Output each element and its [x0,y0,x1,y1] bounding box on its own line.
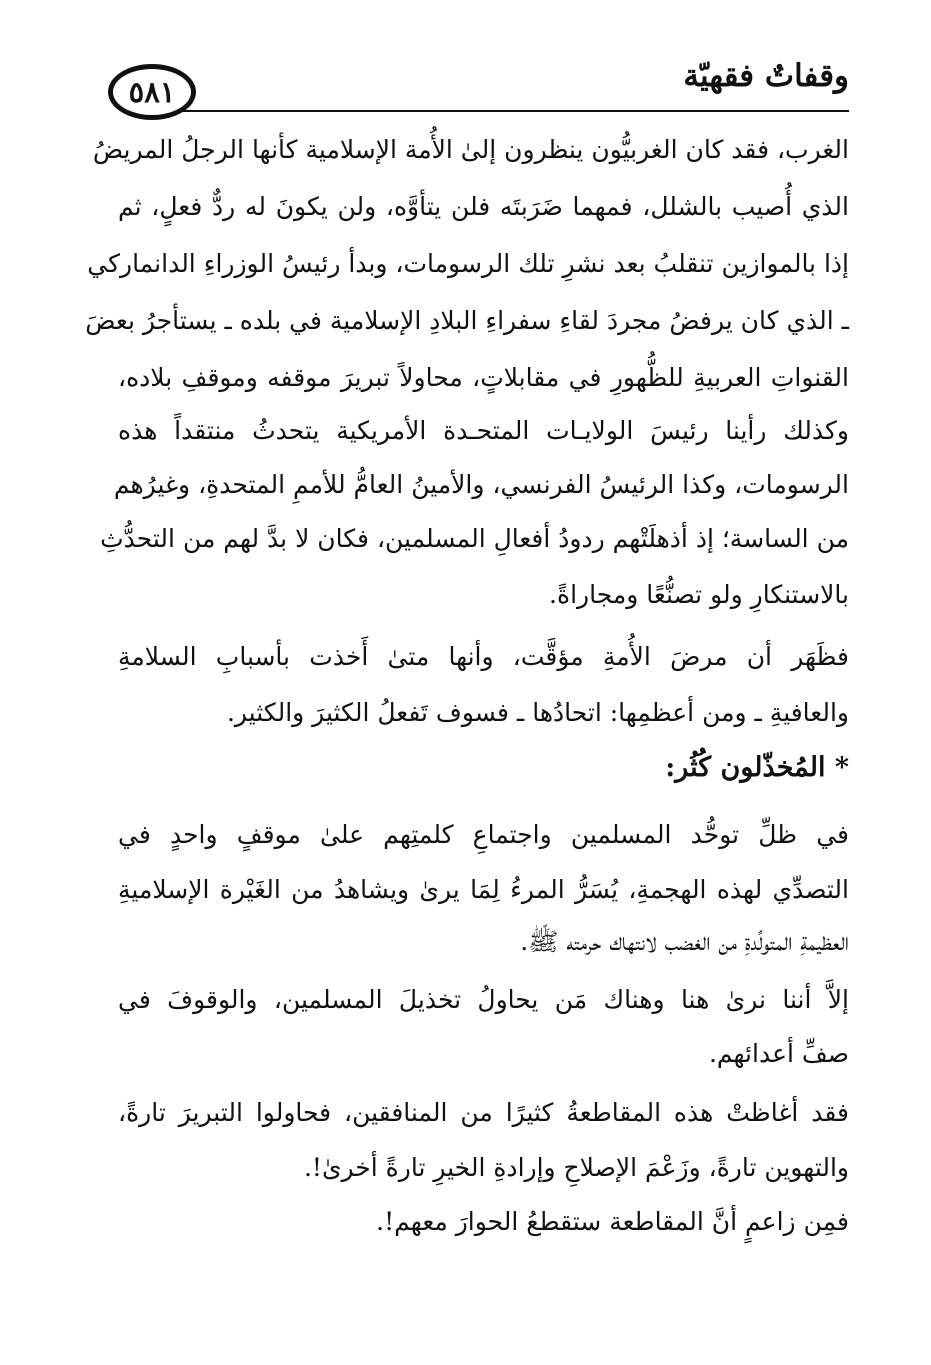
page-number-badge [108,64,196,120]
text-line: فمِن زاعمٍ أنَّ المقاطعة ستقطعُ الحوارَ معهم!. [376,1207,849,1236]
text-line: والتهوين تارةً، وزَعْمَ الإصلاحِ وإرادةِ الخيرِ تارةً أخرىٰ!. [303,1153,849,1182]
text-line: فظَهَر أن مرضَ الأُمةِ مؤقَّت، وأنها متىٰ أَخذت بأسبابِ السلامةِ [118,642,849,671]
text-line: التصدِّي لهذه الهجمةِ، يُسَرُّ المرءُ لِمَا يرىٰ ويشاهدُ من الغَيْرة الإسلاميةِ [118,875,849,904]
text-line: ـ الذي كان يرفضُ مجردَ لقاءِ سفراءِ البلادِ الإسلامية في بلده ـ يستأجرُ بعضَ [85,306,849,335]
running-title: وقفاتٌ فقهيّة [683,58,849,94]
text-line: وكذلك رأينا رئيسَ الولايـات المتحـدة الأمريكية يتحدثُ منتقداً هذه [118,416,849,445]
text-line: العظيمةِ المتولِّدةِ من الغضب لانتهاك حرمته ﷺ. [520,927,849,956]
text-line: بالاستنكارِ ولو تصنُّعًا ومجاراةً. [549,580,849,609]
text-line: القنواتِ العربيةِ للظُّهورِ في مقابلاتٍ، محاولاً تبريرَ موقفه وموقفِ بلاده، [118,363,849,392]
text-line: صفِّ أعدائهم. [708,1039,849,1068]
page-number: ٥٨١ [128,75,176,109]
text-line: إذا بالموازين تنقلبُ بعد نشرِ تلك الرسومات، وبدأ رئيسُ الوزراءِ الدانماركي [87,249,849,278]
text-line: الغرب، فقد كان الغربيُّون ينظرون إلىٰ الأُمة الإسلامية كأنها الرجلُ المريضُ [92,135,849,164]
text-line: فقد أغاظتْ هذه المقاطعةُ كثيرًا من المنافقين، فحاولوا التبريرَ تارةً، [118,1098,849,1127]
text-line: الذي أُصيب بالشلل، فمهما ضَرَبتَه فلن يتأوَّه، ولن يكونَ له ردٌّ فعلٍ، ثم [118,192,849,221]
section-heading: * المُخذّلون كُثُر: [665,752,849,783]
text-line: إلاَّ أننا نرىٰ هنا وهناك مَن يحاولُ تخذيلَ المسلمين، والوقوفَ في [118,985,849,1014]
header-divider [150,110,849,112]
text-line: الرسومات، وكذا الرئيسُ الفرنسي، والأمينُ العامُّ للأممِ المتحدةِ، وغيرُهم [113,470,849,499]
text-line: في ظلِّ توحُّد المسلمين واجتماعِ كلمتِهم علىٰ موقفٍ واحدٍ في [118,820,849,849]
text-line: والعافيةِ ـ ومن أعظمِها: اتحادُها ـ فسوف تَفعلُ الكثيرَ والكثير. [226,698,849,727]
text-line: من الساسة؛ إذ أذهلَتْهم ردودُ أفعالِ المسلمين، فكان لا بدَّ لهم من التحدُّثِ [100,524,849,553]
